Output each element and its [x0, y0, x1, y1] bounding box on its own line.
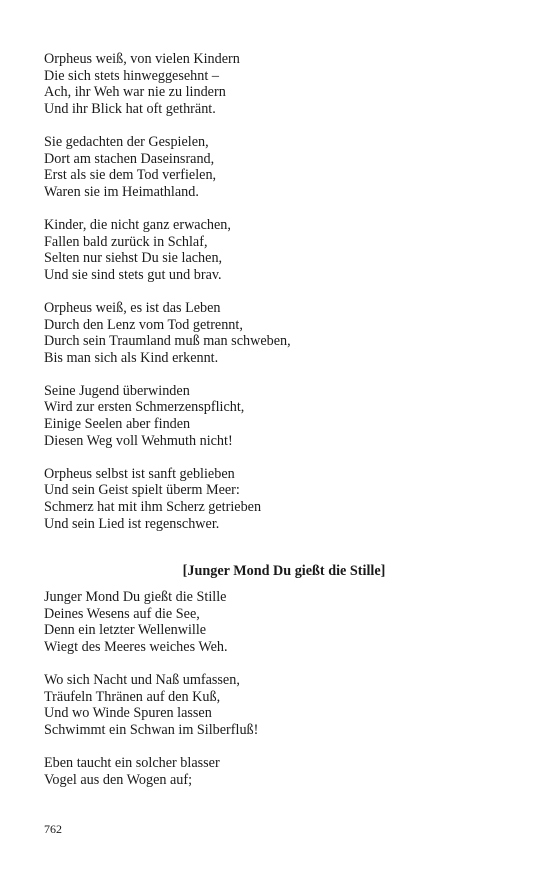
stanza [44, 383, 504, 449]
stanza [44, 672, 504, 738]
stanza [44, 755, 504, 788]
verse-line: Diesen Weg voll Wehmuth nicht! [44, 432, 233, 449]
verse-line: Durch sein Traumland muß man schweben, [44, 333, 291, 350]
verse-line: Und sein Geist spielt überm Meer: [44, 482, 240, 499]
verse-line: Selten nur siehst Du sie lachen, [44, 250, 223, 267]
verse-line: Ach, ihr Weh war nie zu lindern [44, 84, 226, 101]
stanza [44, 217, 504, 283]
verse-line: Orpheus weiß, es ist das Leben [44, 299, 221, 316]
poem-orpheus [44, 51, 504, 549]
verse-line: Deines Wesens auf die See, [44, 605, 200, 622]
verse-line: Wird zur ersten Schmerzenspflicht, [44, 399, 245, 416]
verse-line: Waren sie im Heimathland. [44, 183, 199, 200]
verse-line: Eben taucht ein solcher blasser [44, 754, 220, 771]
verse-line: Durch den Lenz vom Tod getrennt, [44, 316, 243, 333]
verse-line: Bis man sich als Kind erkennt. [44, 349, 219, 366]
stanza [44, 466, 504, 532]
stanza [44, 300, 504, 366]
verse-line: Seine Jugend überwinden [44, 382, 190, 399]
verse-line: Und sie sind stets gut und brav. [44, 266, 222, 283]
verse-line: Orpheus weiß, von vielen Kindern [44, 51, 240, 67]
verse-line: Kinder, die nicht ganz erwachen, [44, 216, 231, 233]
verse-line: Dort am stachen Daseinsrand, [44, 150, 215, 167]
verse-line: Schwimmt ein Schwan im Silberfluß! [44, 721, 259, 738]
verse-line: Wo sich Nacht und Naß umfassen, [44, 671, 240, 688]
verse-line: Junger Mond Du gießt die Stille [44, 589, 227, 605]
poem-heading: [Junger Mond Du gießt die Stille] [182, 563, 386, 579]
verse-line: Erst als sie dem Tod verfielen, [44, 167, 217, 184]
verse-line: Und ihr Blick hat oft gethränt. [44, 100, 216, 117]
stanza [44, 51, 504, 117]
verse-line: Die sich stets hinweggesehnt – [44, 67, 219, 84]
verse-line: Denn ein letzter Wellenwille [44, 622, 207, 639]
page-number: 762 [44, 822, 62, 836]
verse-line: Vogel aus den Wogen auf; [44, 771, 193, 788]
verse-line: Und wo Winde Spuren lassen [44, 705, 212, 722]
verse-line: Wiegt des Meeres weiches Weh. [44, 638, 228, 655]
stanza [44, 589, 504, 655]
poem-junger-mond [44, 589, 504, 805]
stanza [44, 134, 504, 200]
verse-line: Und sein Lied ist regenschwer. [44, 515, 220, 532]
verse-line: Träufeln Thränen auf den Kuß, [44, 688, 221, 705]
verse-line: Einige Seelen aber finden [44, 416, 191, 433]
verse-line: Schmerz hat mit ihm Scherz getrieben [44, 499, 262, 516]
verse-line: Sie gedachten der Gespielen, [44, 133, 209, 150]
verse-line: Orpheus selbst ist sanft geblieben [44, 465, 235, 482]
verse-line: Fallen bald zurück in Schlaf, [44, 233, 208, 250]
